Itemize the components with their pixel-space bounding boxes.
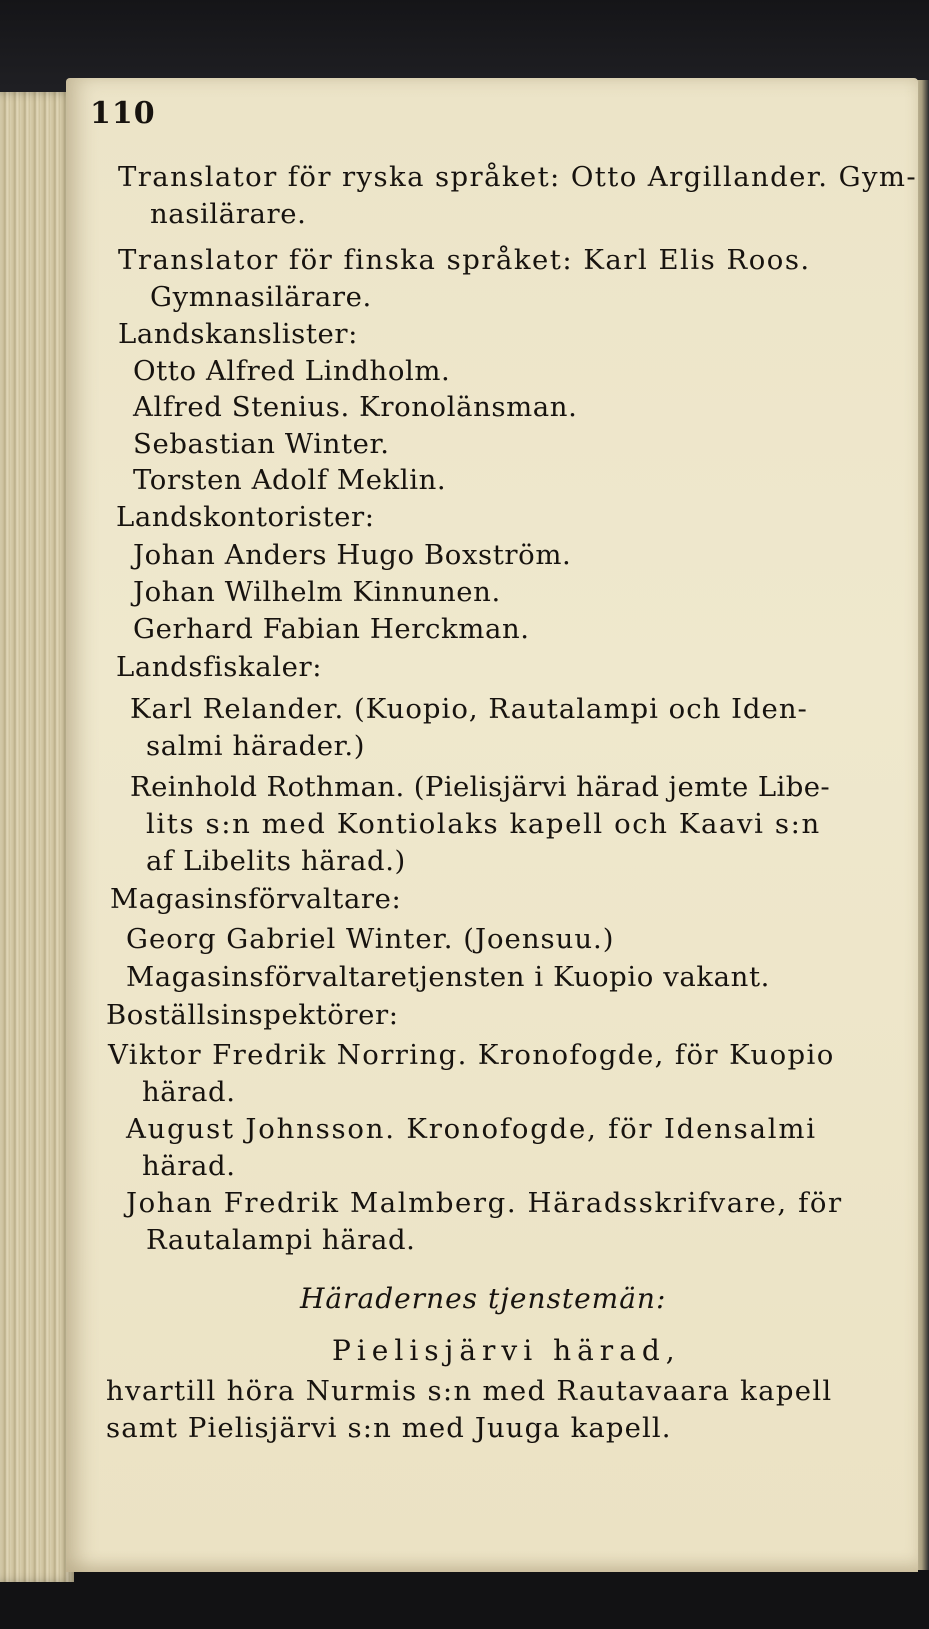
text-line: härad. [142,1076,236,1108]
text-line: Georg Gabriel Winter. (Joensuu.) [126,923,615,955]
text-line: Karl Relander. (Kuopio, Rautalampi och Iden- [130,693,808,725]
text-line: Otto Alfred Lindholm. [133,355,451,387]
page-number: 110 [90,96,156,131]
text-line: lits s:n med Kontiolaks kapell och Kaavi s:n [146,808,821,840]
text-line: Magasinsförvaltaretjensten i Kuopio vakant. [126,961,770,993]
section-label: Landskanslister: [118,318,359,350]
text-line: hvartill höra Nurmis s:n med Rautavaara kapell [106,1375,833,1407]
text-line: Gymnasilärare. [150,281,372,313]
text-line: Rautalampi härad. [146,1224,416,1256]
text-line: Alfred Stenius. Kronolänsman. [133,391,578,423]
text-line: Gerhard Fabian Herckman. [133,613,530,645]
text-line: härad. [142,1150,236,1182]
text-line: salmi härader.) [146,730,366,762]
district-title: Pielisjärvi härad, [332,1334,681,1367]
text-line: Johan Fredrik Malmberg. Häradsskrifvare, för [126,1187,843,1219]
section-heading: Häradernes tjenstemän: [300,1282,667,1315]
section-label: Boställsinspektörer: [106,999,399,1031]
text-line: Reinhold Rothman. (Pielisjärvi härad jemte Libe- [130,771,831,803]
section-label: Landsfiskaler: [116,651,323,683]
section-label: Landskontorister: [116,501,375,533]
text-line: af Libelits härad.) [146,845,406,877]
text-line: Johan Wilhelm Kinnunen. [133,576,501,608]
text-line: Torsten Adolf Meklin. [133,464,447,496]
text-line: samt Pielisjärvi s:n med Juuga kapell. [106,1412,672,1444]
section-label: Magasinsförvaltare: [110,883,402,915]
text-line: Translator för finska språket: Karl Elis Roos. [118,244,811,276]
text-line: Viktor Fredrik Norring. Kronofogde, för Kuopio [108,1039,835,1071]
text-line: Translator för ryska språket: Otto Argillander. Gym- [118,161,918,193]
text-line: nasilärare. [150,198,307,230]
text-line: Johan Anders Hugo Boxström. [133,539,572,571]
text-line: Sebastian Winter. [133,428,390,460]
text-line: August Johnsson. Kronofogde, för Idensalmi [126,1113,817,1145]
